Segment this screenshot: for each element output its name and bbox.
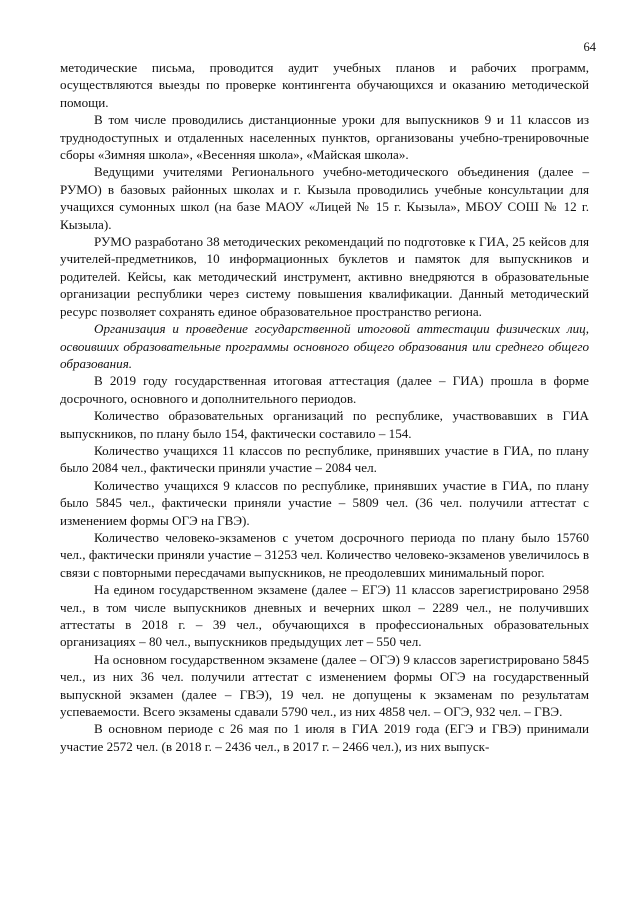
paragraph-organizations-count: Количество образовательных организаций по республике, участвовавших в ГИА выпускников, по плану было 154, фактически составило – 154. xyxy=(60,408,589,441)
paragraph-grade11-count: Количество учащихся 11 классов по республике, принявших участие в ГИА, по плану было 2084 чел., фактически приняли участие – 2084 чел. xyxy=(60,442,589,476)
paragraph-continuation: методические письма, проводится аудит учебных планов и рабочих программ, осуществляются выезды по проверке контингента обучающихся и оказанию методической помощи. xyxy=(60,60,589,110)
paragraph-person-exams: Количество человеко-экзаменов с учетом досрочного периода по плану было 15760 чел., фактически приняли участие – 31253 чел. Количество человеко-экзаменов увеличилось в связи с повторными пересдачами выпускников, не преодолевших минимальный порог. xyxy=(60,529,589,580)
paragraph-gia-2019: В 2019 году государственная итоговая аттестация (далее – ГИА) прошла в форме досрочного, основного и дополнительного периодов. xyxy=(60,373,589,406)
paragraph-main-period: В основном периоде с 26 мая по 1 июля в ГИА 2019 года (ЕГЭ и ГВЭ) принимали участие 2572 чел. (в 2018 г. – 2436 чел., в 2017 г. – 2466 чел.), из них выпуск- xyxy=(60,721,589,754)
document-body xyxy=(60,59,589,755)
paragraph-rumo-consultations: Ведущими учителями Регионального учебно-методического объединения (далее – РУМО) в базовых районных школах и г. Кызыла проводились учебные консультации для учащихся сумонных школ (на базе МАОУ «Лицей № 15 г. Кызыла», МБОУ СОШ № 12 г. Кызыла). xyxy=(60,164,589,232)
paragraph-distance-lessons: В том числе проводились дистанционные уроки для выпускников 9 и 11 классов из труднодоступных и отдаленных населенных пунктов, организованы учебно-тренировочные сборы «Зимняя школа», «Весенняя школа», «Майская школа». xyxy=(60,112,589,163)
paragraph-oge-registered: На основном государственном экзамене (далее – ОГЭ) 9 классов зарегистрировано 5845 чел., из них 36 чел. получили аттестат с изменением формы ОГЭ на государственный выпускной экзамен (далее – ГВЭ), 19 чел. не допущены к экзаменам по результатам успеваемости. Всего экзамены сдавали 5790 чел., из них 4858 чел. – ОГЭ, 932 чел. – ГВЭ. xyxy=(60,651,589,720)
paragraph-rumo-recommendations: РУМО разработано 38 методических рекомендаций по подготовке к ГИА, 25 кейсов для учителей-предметников, 10 информационных буклетов и памяток для выпускников и родителей. Кейсы, как методический инструмент, активно внедряются в образовательные организации республики через систему повышения квалификации. Данный методический ресурс позволяет сохранять единое образовательное пространство региона. xyxy=(60,234,589,319)
paragraph-ege-registered: На едином государственном экзамене (далее – ЕГЭ) 11 классов зарегистрировано 2958 чел., в том числе выпускников дневных и вечерних школ – 2289 чел., не получивших аттестаты в 2018 г. – 39 чел., обучающихся в профессиональных образовательных организациях – 80 чел., выпускников предыдущих лет – 550 чел. xyxy=(60,582,589,650)
section-heading-gia: Организация и проведение государственной итоговой аттестации физических лиц, освоивших образовательные программы основного общего образования или среднего общего образования. xyxy=(60,321,589,371)
page-number: 64 xyxy=(583,40,596,54)
paragraph-grade9-count: Количество учащихся 9 классов по республике, принявших участие в ГИА, по плану было 5845 чел., фактически приняли участие – 5809 чел. (36 чел. получили аттестат с изменением формы ОГЭ на ГВЭ). xyxy=(60,477,589,528)
